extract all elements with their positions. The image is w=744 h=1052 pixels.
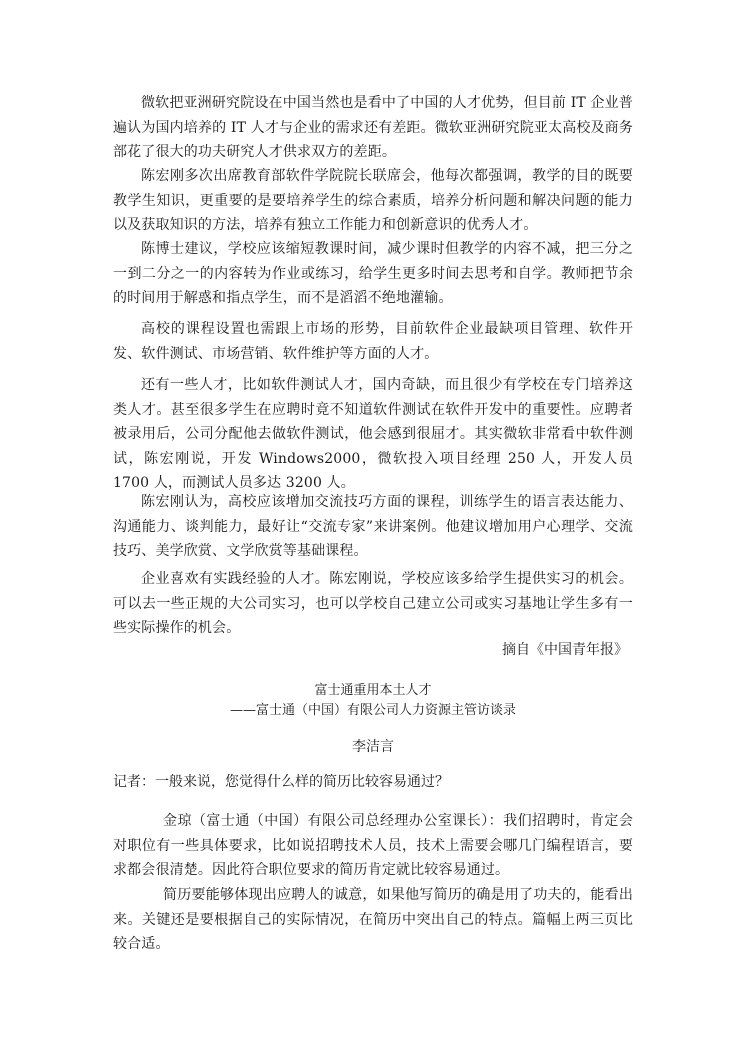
interview-answer-1: 金琼（富士通（中国）有限公司总经理办公室课长）：我们招聘时，肯定会对职位有一些具体要求，比如说招聘技术人员，技术上需要会哪几门编程语言，要求都会很清楚。因此符合职位要求的简历肯定就比较容易通过。 — [113, 813, 633, 878]
article1-source: 摘自《中国青年报》 — [502, 642, 628, 658]
article1-paragraph-6: 陈宏刚认为，高校应该增加交流技巧方面的课程，训练学生的语言表达能力、沟通能力、谈判能力，最好让“交流专家”来讲案例。他建议增加用户心理学、交流技巧、美学欣赏、文学欣赏等基础课程。 — [113, 494, 633, 559]
article1-paragraph-7: 企业喜欢有实践经验的人才。陈宏刚说，学校应该多给学生提供实习的机会。可以去一些正规的大公司实习，也可以学校自己建立公司或实习基地让学生多有一些实际操作的机会。 — [113, 571, 633, 636]
article2-author: 李洁言 — [352, 739, 394, 755]
interview-question: 记者：一般来说，您觉得什么样的简历比较容易通过？ — [113, 774, 449, 790]
interview-answer-2: 简历要能够体现出应聘人的诚意，如果他写简历的确是用了功夫的，能看出来。关键还是要根据自己的实际情况，在简历中突出自己的特点。篇幅上两三页比较合适。 — [113, 887, 633, 952]
article1-paragraph-4: 高校的课程设置也需跟上市场的形势，目前软件企业最缺项目管理、软件开发、软件测试、市场营销、软件维护等方面的人才。 — [113, 321, 633, 362]
article2-subtitle: ——富士通（中国）有限公司人力资源主管访谈录 — [229, 703, 516, 718]
article1-paragraph-2: 陈宏刚多次出席教育部软件学院院长联席会，他每次都强调，教学的目的既要教学生知识，更重要的是要培养学生的综合素质，培养分析问题和解决问题的能力以及获取知识的方法，培养有独立工作能力和创新意识的优秀人才。 — [113, 168, 633, 233]
article1-paragraph-3: 陈博士建议，学校应该缩短教课时间，减少课时但教学的内容不减，把三分之一到二分之一的内容转为作业或练习，给学生更多时间去思考和自学。教师把节余的时间用于解惑和指点学生，而不是滔滔不绝地灌输。 — [113, 241, 633, 306]
article1-paragraph-1: 微软把亚洲研究院设在中国当然也是看中了中国的人才优势，但目前 IT 企业普遍认为国内培养的 IT 人才与企业的需求还有差距。微软亚洲研究院亚太高校及商务部花了很大的功夫研究人才供求双方的差距。 — [113, 95, 633, 160]
article1-paragraph-5: 还有一些人才，比如软件测试人才，国内奇缺，而且很少有学校在专门培养这类人才。甚至很多学生在应聘时竟不知道软件测试在软件开发中的重要性。应聘者被录用后，公司分配他去做软件测试，他会感到很屈才。其实微软非常看中软件测试，陈宏刚说，开发 Windows2000，微软投入项目经理 250 人，开发人员 1700 人，而测试人员多达 3200 人。 — [113, 377, 633, 491]
article2-title: 富士通重用本土人才 — [314, 683, 432, 698]
